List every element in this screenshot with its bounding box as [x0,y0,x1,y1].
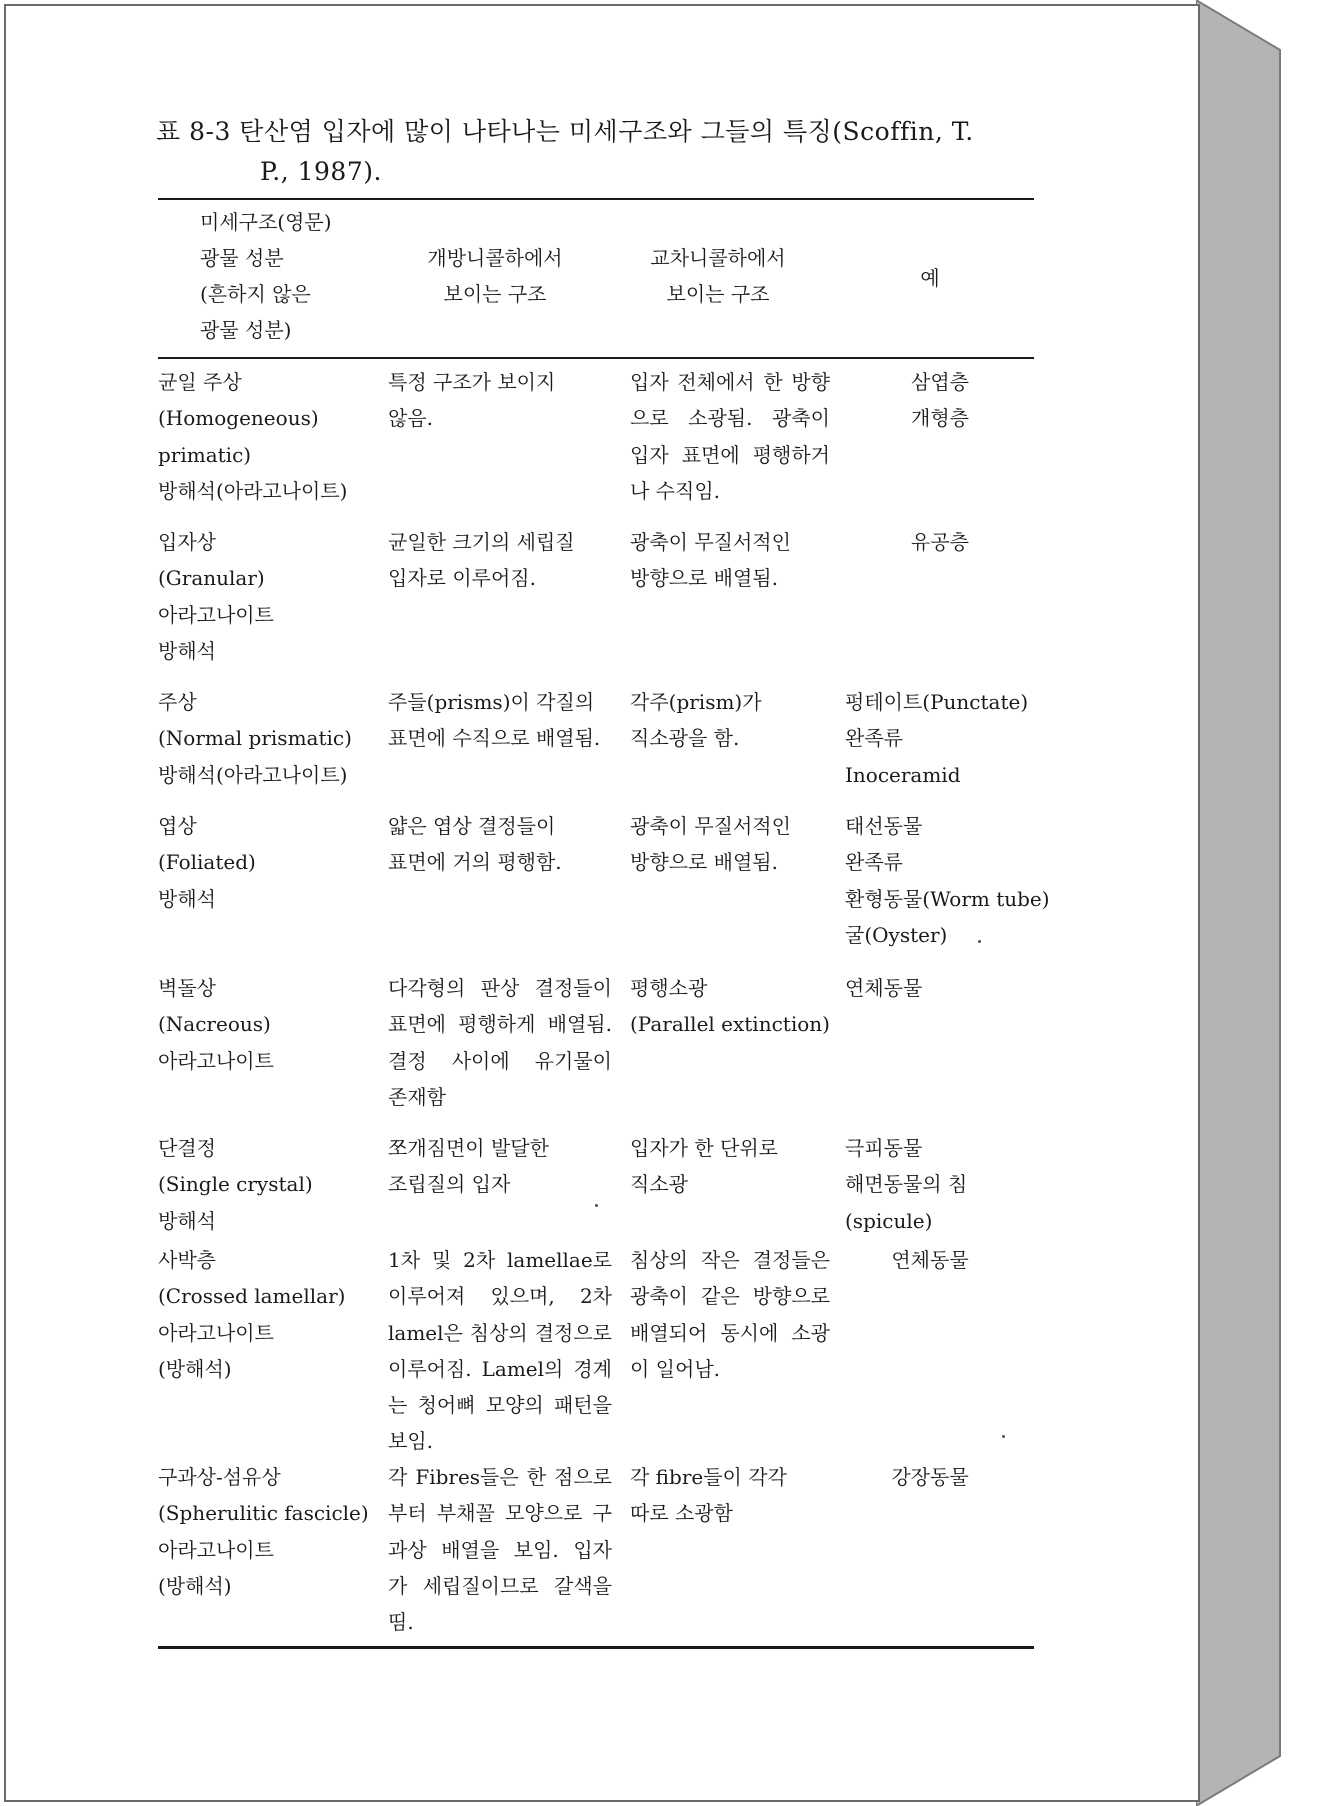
scan-speck [978,940,981,943]
text-word: 유기물이 [534,1048,612,1073]
row8-open-nicol: 각 Fibres들은 한 점으로 부터 부채꼴 모양으로 구 과상 배열을 보임. 입자 가 세립질이므로 갈색을 띰. [388,1459,612,1640]
text-word: 모양의 [485,1393,544,1418]
caption-line-1: 표 8-3 탄산염 입자에 많이 나타나는 미세구조와 그들의 특징(Scoffin, T. [156,117,974,146]
text-word: 결정들이 [534,976,612,1000]
text-word: 세립질이므로 [422,1573,539,1598]
row8-examples: 강장동물 [891,1465,969,1489]
text-word: 과상 [388,1537,427,1562]
text-word: 입자 [630,442,669,467]
row1-microstructure: 균일 주상 (Homogeneous) primatic) 방해석(아라고나이트) [158,370,348,503]
table-top-rule [158,198,1034,200]
row3-microstructure: 주상 (Normal prismatic) 방해석(아라고나이트) [158,690,352,787]
row5-examples: 연체동물 [845,976,923,1000]
text-word: 모양으로 [505,1501,583,1526]
text-word: 작은 [701,1248,740,1272]
row3-examples: 펑테이트(Punctate) 완족류 Inoceramid [845,690,1029,787]
text-word: 패턴을 [554,1393,612,1418]
text-word: 입자 [573,1537,612,1562]
row5-crossed-nicol: 평행소광 (Parallel extinction) [630,976,830,1037]
text-word: 및 [431,1248,452,1272]
page-edge-shadow [1196,0,1343,1806]
header-col-examples: 예 [920,266,940,290]
row7-microstructure: 사박층 (Crossed lamellar) 아라고나이트 (방해석) [158,1248,346,1381]
text-word: 광축이 [772,406,830,431]
text-word: 소광됨. [688,406,753,431]
row2-examples: 유공층 [911,530,969,554]
table-bottom-rule [158,1646,1034,1649]
text-word: 한 [763,370,783,394]
text-word: 동시에 [720,1320,779,1345]
text-word: 이루어져 [388,1284,466,1309]
table-caption [156,112,1036,192]
text-word: 같은 [701,1284,740,1309]
text-word: 침상의 [469,1320,528,1345]
row4-examples: 태선동물 완족류 환형동물(Worm tube) 굴(Oyster) [845,814,1050,947]
text-word: 결정으로 [534,1320,612,1345]
text-word: 결정 [388,1048,427,1073]
caption-line-2: P., 1987). [260,157,382,186]
text-word: 갈색을 [554,1573,612,1598]
text-word: 배열되어 [630,1320,708,1345]
text-word: 있으며, [490,1284,555,1309]
text-word: 표면에 [388,1012,446,1037]
text-word: 점으로 [554,1465,612,1489]
text-word: 평행하게 [458,1012,536,1037]
row5-microstructure: 벽돌상 (Nacreous) 아라고나이트 [158,976,274,1073]
row2-microstructure: 입자상 (Granular) 아라고나이트 방해석 [158,530,274,663]
text-word: 한 [526,1465,547,1489]
text-word: 배열을 [441,1537,500,1562]
text-word: Fibres들은 [415,1465,519,1489]
row6-microstructure: 단결정 (Single crystal) 방해석 [158,1136,313,1233]
row7-open-nicol: 1차 및 2차 lamellae로 이루어져 있으며, 2차 lamel은 침상의 결정으로 이루어짐. Lamel의 경계 는 청어뼈 모양의 패턴을 보임. [388,1242,612,1460]
row2-crossed-nicol: 광축이 무질서적인 방향으로 배열됨. [630,530,791,591]
text-word: 으로 [630,406,669,431]
text-word: 가 [388,1573,408,1598]
text-word: 구 [592,1501,612,1526]
text-word: 는 [388,1393,408,1418]
row8-crossed-nicol: 각 fibre들이 각각 따로 소광함 [630,1465,787,1526]
row1-crossed-nicol: 입자 전체에서 한 방향 으로 소광됨. 광축이 입자 표면에 평행하거 나 수직임. [630,364,830,509]
text-word: 2차 [579,1284,612,1309]
text-word: 사이에 [451,1048,510,1073]
text-word: 소광 [791,1320,830,1345]
row4-open-nicol: 얇은 엽상 결정들이 표면에 거의 평행함. [388,814,562,875]
header-col-crossed-nicol: 교차니콜하에서 보이는 구조 [650,246,786,306]
row4-crossed-nicol: 광축이 무질서적인 방향으로 배열됨. [630,814,791,875]
text-word: 평행하거 [752,442,830,467]
text-word: 판상 [480,976,520,1000]
text-word: 이루어짐. [388,1356,472,1381]
text-word: 다각형의 [388,976,466,1000]
text-word: 보임. [513,1537,559,1562]
row6-examples: 극피동물 해면동물의 침 (spicule) [845,1136,968,1233]
text-word: lamellae로 [507,1248,612,1272]
text-word: 2차 [463,1248,496,1272]
text-word: 입자 [630,370,669,394]
text-word: 청어뼈 [417,1393,476,1418]
text-word: 부터 [388,1501,427,1526]
row7-examples: 연체동물 [891,1248,969,1272]
scan-speck [1002,1435,1005,1438]
header-bottom-rule [158,357,1034,359]
text-word: 방향 [791,370,830,394]
row6-crossed-nicol: 입자가 한 단위로 직소광 [630,1136,778,1197]
row6-open-nicol: 쪼개짐면이 발달한 조립질의 입자 [388,1136,549,1197]
text-word: 배열됨. [547,1012,612,1037]
text-word: 방향으로 [752,1284,830,1309]
row8-microstructure: 구과상-섬유상 (Spherulitic fascicle) 아라고나이트 (방해석) [158,1465,369,1598]
row1-open-nicol: 특정 구조가 보이지 않음. [388,370,556,431]
text-word: lamel은 [388,1320,463,1345]
text-word: 부채꼴 [436,1501,495,1526]
text-word: 침상의 [630,1248,688,1272]
text-word: 전체에서 [677,370,755,394]
row4-microstructure: 엽상 (Foliated) 방해석 [158,814,256,911]
text-word: 표면에 [681,442,740,467]
row1-examples: 삼엽층 개형층 [911,370,969,431]
row3-crossed-nicol: 각주(prism)가 직소광을 함. [630,690,762,751]
text-word: Lamel의 [481,1356,564,1381]
text-word: 광축이 [630,1284,688,1309]
header-col-microstructure: 미세구조(영문) 광물 성분 (흔하지 않은 광물 성분) [200,210,332,342]
row3-open-nicol: 주들(prisms)이 각질의 표면에 수직으로 배열됨. [388,690,601,751]
text-word: 각 [388,1465,408,1489]
row7-crossed-nicol: 침상의 작은 결정들은 광축이 같은 방향으로 배열되어 동시에 소광 이 일어남. [630,1242,830,1387]
text-word: 결정들은 [752,1248,830,1272]
text-word: 경계 [573,1356,612,1381]
row2-open-nicol: 균일한 크기의 세립질 입자로 이루어짐. [388,530,575,591]
scan-speck [595,1204,598,1207]
header-col-open-nicol: 개방니콜하에서 보이는 구조 [427,246,563,306]
text-word: 1차 [388,1248,421,1272]
row5-open-nicol: 다각형의 판상 결정들이 표면에 평행하게 배열됨. 결정 사이에 유기물이 존재함 [388,970,612,1115]
